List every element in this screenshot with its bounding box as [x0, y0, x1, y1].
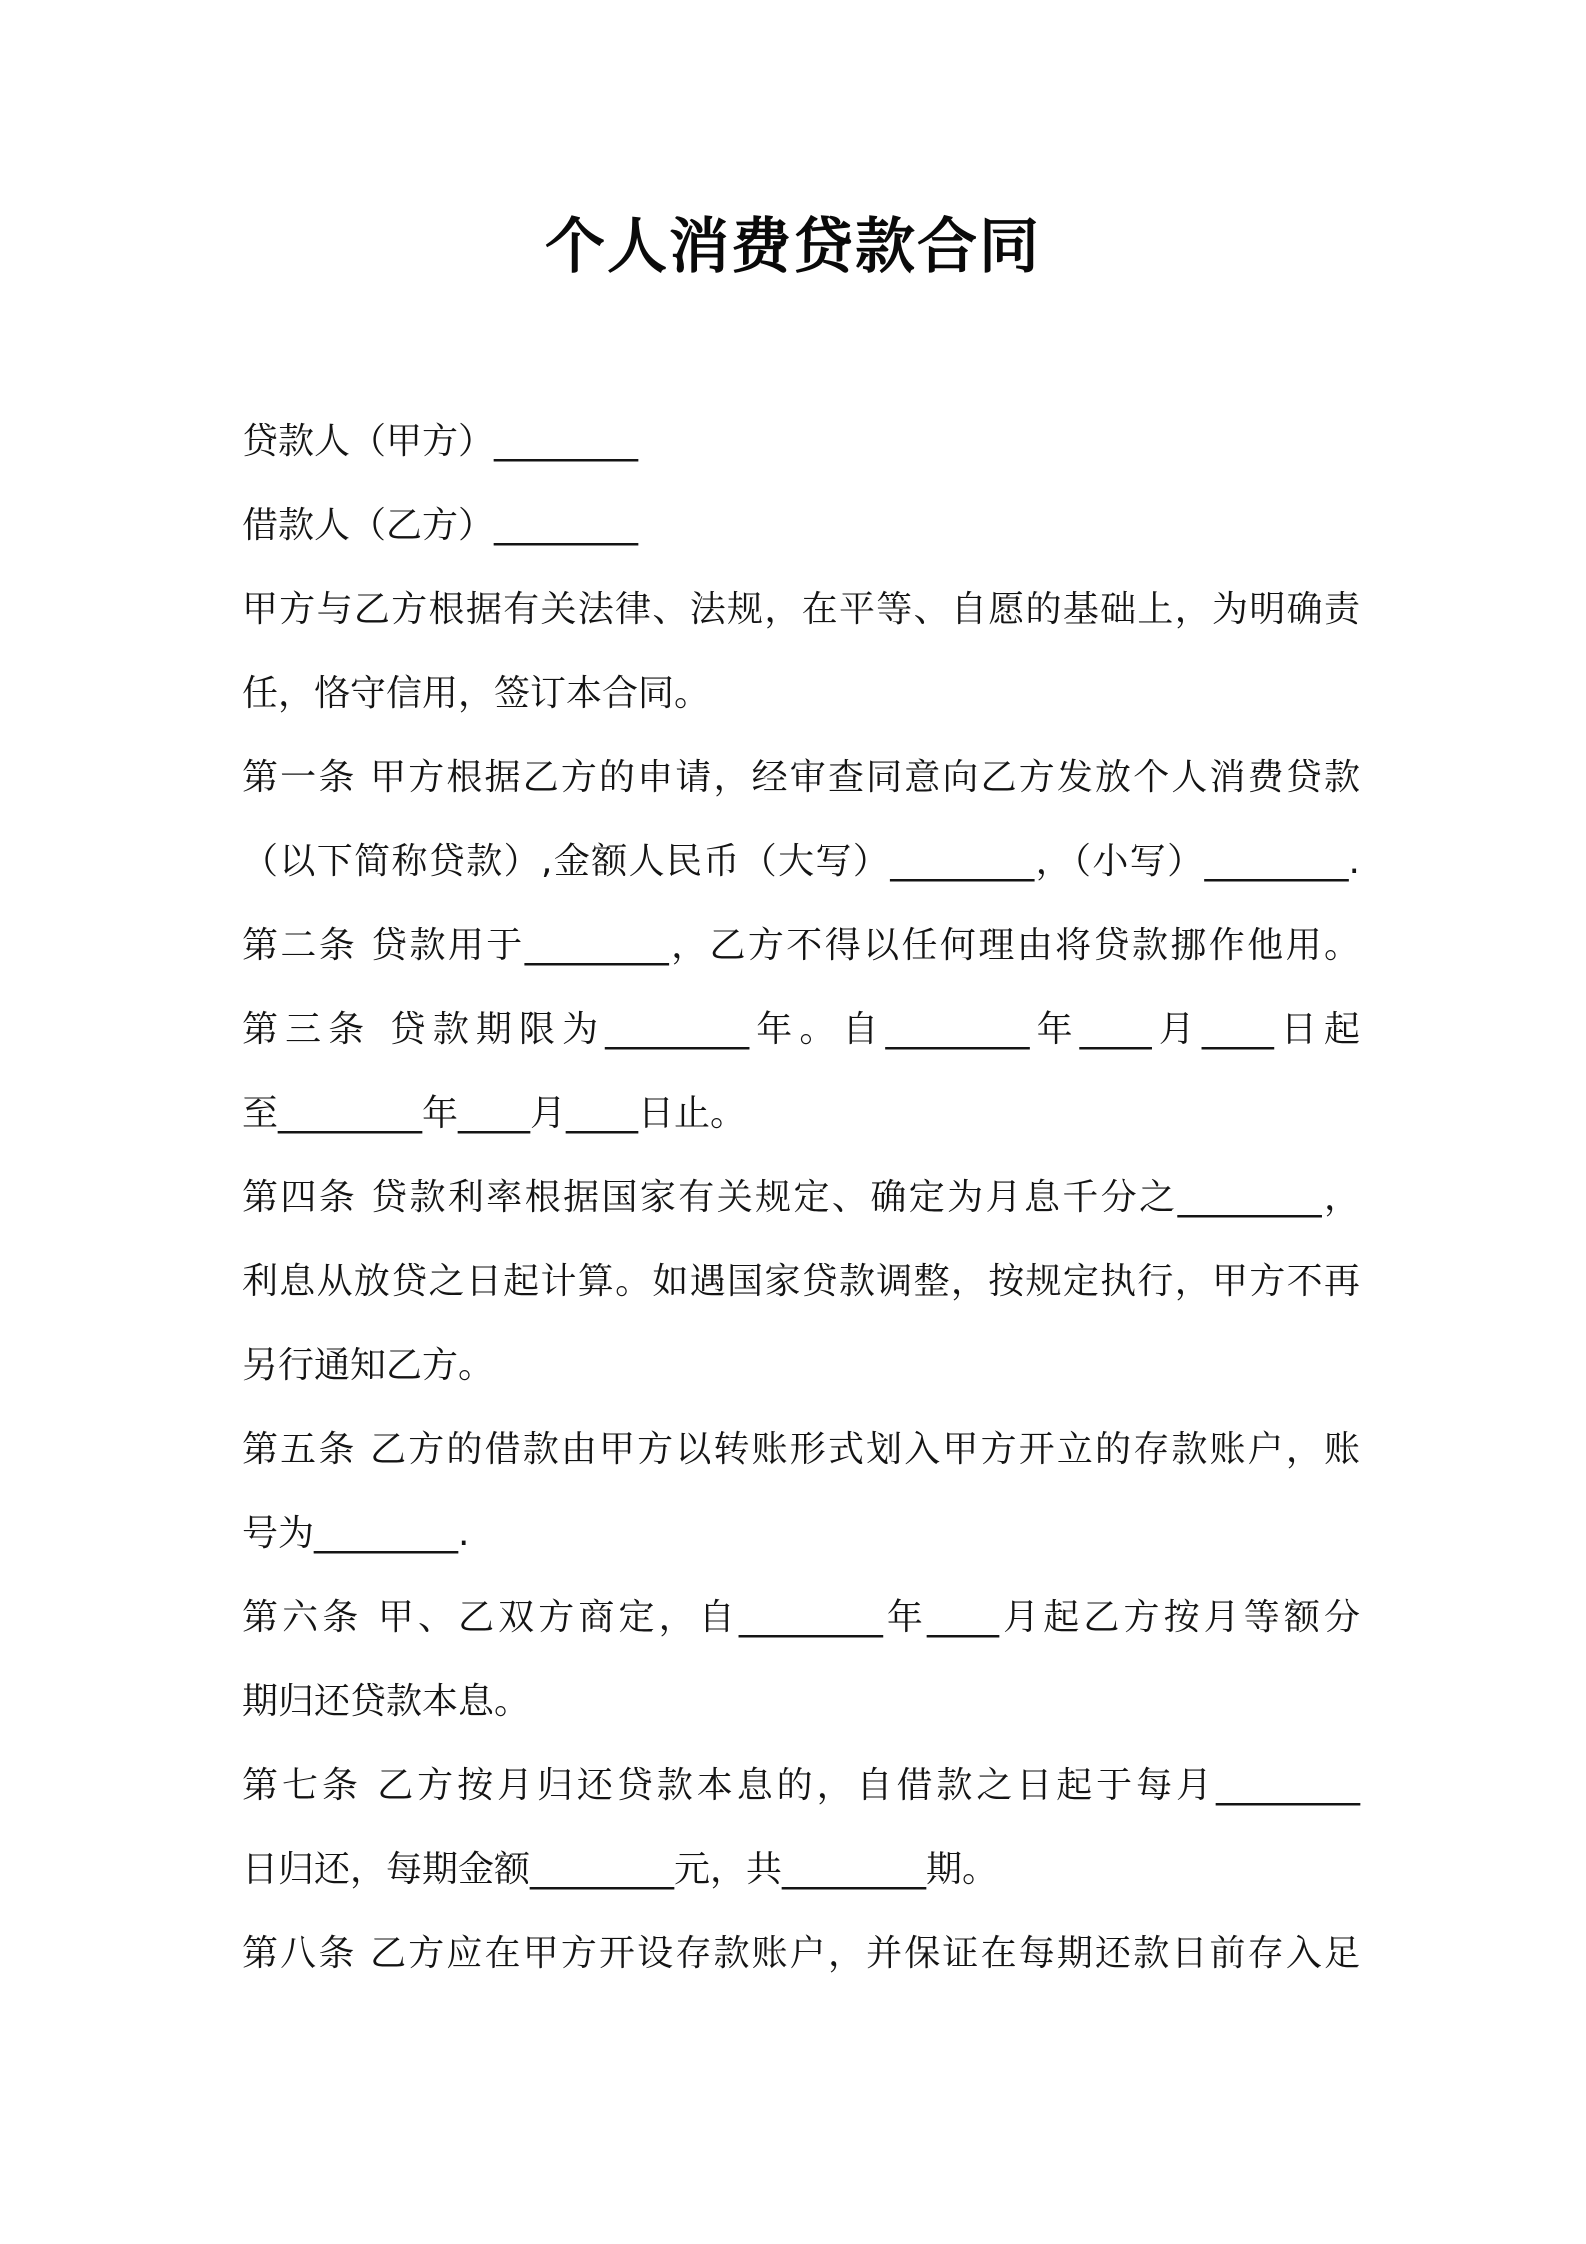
lender-line: 贷款人（甲方）________	[242, 421, 639, 462]
article-4-line-1: 第四条 贷款利率根据国家有关规定、确定为月息千分之________，	[242, 1177, 1360, 1218]
article-4-line-2: 利息从放贷之日起计算。如遇国家贷款调整，按规定执行，甲方不再	[242, 1261, 1360, 1302]
article-7-line-1: 第七条 乙方按月归还贷款本息的，自借款之日起于每月________	[242, 1765, 1360, 1806]
article-1-line-2: （以下简称贷款）,金额人民币（大写）________，（小写）________.	[242, 841, 1360, 882]
preamble-line-1: 甲方与乙方根据有关法律、法规，在平等、自愿的基础上，为明确责	[242, 589, 1360, 630]
article-4-line-3: 另行通知乙方。	[242, 1345, 495, 1386]
article-8-line-1: 第八条 乙方应在甲方开设存款账户，并保证在每期还款日前存入足	[242, 1933, 1360, 1974]
article-6-line-1: 第六条 甲、乙双方商定，自________年____月起乙方按月等额分	[242, 1597, 1360, 1638]
document-body	[242, 400, 1360, 1996]
article-7-line-2: 日归还，每期金额________元，共________期。	[242, 1849, 999, 1890]
article-6-line-2: 期归还贷款本息。	[242, 1681, 531, 1722]
article-3-line-2: 至________年____月____日止。	[242, 1093, 747, 1134]
borrower-line: 借款人（乙方）________	[242, 505, 639, 546]
article-1-line-1: 第一条 甲方根据乙方的申请，经审查同意向乙方发放个人消费贷款	[242, 757, 1360, 798]
article-2-line-1: 第二条 贷款用于________，乙方不得以任何理由将贷款挪作他用。	[242, 925, 1360, 966]
article-3-line-1: 第三条 贷款期限为________年。自________年____月____日起	[242, 1009, 1360, 1050]
article-5-line-1: 第五条 乙方的借款由甲方以转账形式划入甲方开立的存款账户，账	[242, 1429, 1360, 1470]
document-title: 个人消费贷款合同	[545, 212, 1041, 282]
preamble-line-2: 任，恪守信用，签订本合同。	[242, 673, 711, 714]
article-5-line-2: 号为________.	[242, 1513, 470, 1554]
